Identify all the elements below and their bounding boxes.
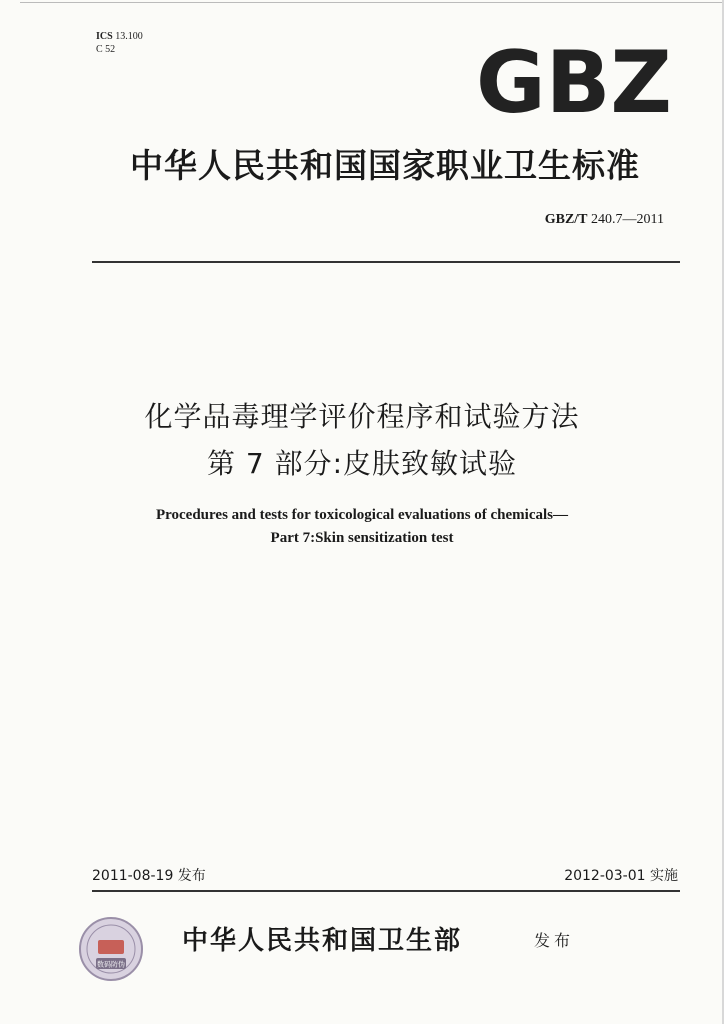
standard-code [545, 212, 664, 228]
chinese-title-line2: 第 7 部分:皮肤致敏试验 [206, 447, 518, 480]
gbz-logo-text: GBZ [476, 46, 672, 118]
issuing-label: 发布 [534, 931, 575, 950]
header-divider [92, 261, 680, 263]
class-code: C 52 [96, 44, 116, 55]
classification-codes [96, 30, 143, 56]
standard-code-number: 240.7—2011 [591, 212, 664, 227]
anti-counterfeit-seal [78, 916, 144, 982]
ics-code: 13.100 [115, 31, 143, 42]
standard-code-prefix: GBZ/T [544, 212, 588, 227]
chinese-title-line1: 化学品毒理学评价程序和试验方法 [144, 400, 580, 433]
standard-title: 中华人民共和国国家职业卫生标准 [130, 146, 640, 185]
ics-label: ICS [96, 31, 113, 42]
english-title-line2: Part 7:Skin sensitization test [270, 530, 454, 546]
issue-date: 2011-08-19 发布 [92, 868, 206, 884]
english-title-line1: Procedures and tests for toxicological evaluations of chemicals— [155, 507, 569, 523]
effective-date: 2012-03-01 实施 [564, 868, 678, 884]
seal-text: 数码防伪 [97, 960, 125, 969]
top-edge-line [20, 2, 724, 3]
issuing-authority: 中华人民共和国卫生部 [182, 926, 463, 956]
footer-divider [92, 890, 680, 892]
gbz-logo [474, 46, 674, 118]
